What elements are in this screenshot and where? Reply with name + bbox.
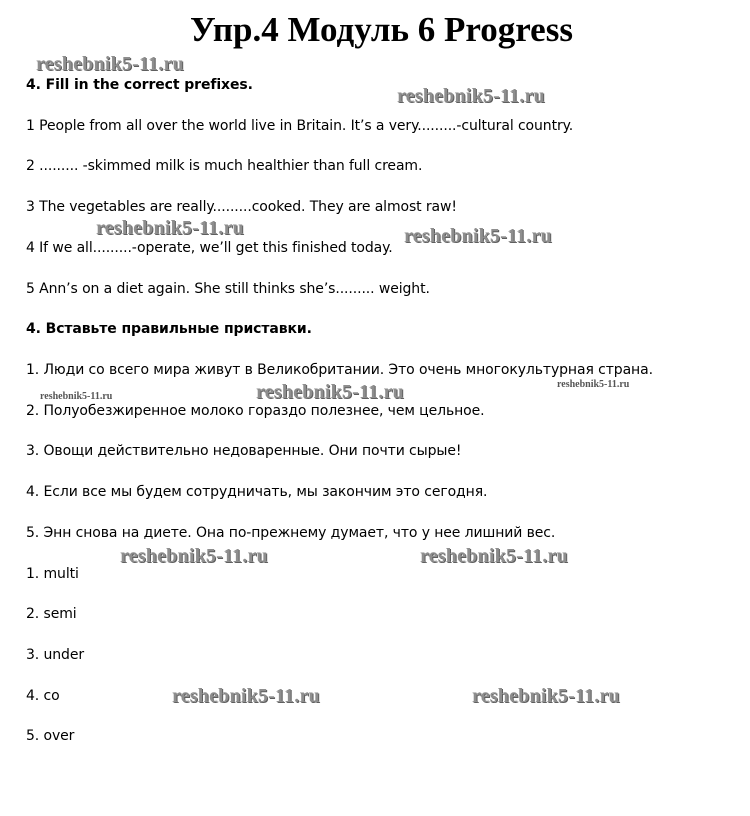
english-item: 3 The vegetables are really.........cooked. They are almost raw! — [26, 199, 457, 215]
russian-item: 2. Полуобезжиренное молоко гораздо полезнее, чем цельное. — [26, 403, 485, 419]
watermark: reshebnik5-11.ru — [40, 391, 113, 402]
english-item: 5 Ann’s on a diet again. She still thinks she’s......... weight. — [26, 281, 430, 297]
watermark: reshebnik5-11.ru — [96, 217, 244, 239]
watermark: reshebnik5-11.ru — [256, 381, 404, 403]
watermark: reshebnik5-11.ru — [120, 545, 268, 567]
english-heading: 4. Fill in the correct prefixes. — [26, 77, 253, 93]
watermark: reshebnik5-11.ru — [557, 379, 630, 390]
russian-item: 1. Люди со всего мира живут в Великобритании. Это очень многокультурная страна. — [26, 362, 653, 378]
answer-item: 5. over — [26, 728, 75, 744]
english-item: 4 If we all.........-operate, we’ll get this finished today. — [26, 240, 393, 256]
russian-item: 5. Энн снова на диете. Она по-прежнему думает, что у нее лишний вес. — [26, 525, 556, 541]
answer-item: 2. semi — [26, 606, 77, 622]
watermark: reshebnik5-11.ru — [420, 545, 568, 567]
answer-item: 3. under — [26, 647, 85, 663]
russian-heading: 4. Вставьте правильные приставки. — [26, 321, 312, 337]
english-item: 1 People from all over the world live in Britain. It’s a very.........-cultural country. — [26, 118, 574, 134]
watermark: reshebnik5-11.ru — [397, 85, 545, 107]
watermark: reshebnik5-11.ru — [404, 225, 552, 247]
russian-item: 3. Овощи действительно недоваренные. Они почти сырые! — [26, 443, 462, 459]
page-title: Упр.4 Модуль 6 Progress — [190, 10, 573, 49]
watermark: reshebnik5-11.ru — [472, 685, 620, 707]
watermark: reshebnik5-11.ru — [36, 53, 184, 75]
english-item: 2 ......... -skimmed milk is much healthier than full cream. — [26, 158, 423, 174]
watermark: reshebnik5-11.ru — [172, 685, 320, 707]
answer-item: 4. co — [26, 688, 60, 704]
russian-item: 4. Если все мы будем сотрудничать, мы закончим это сегодня. — [26, 484, 488, 500]
answer-item: 1. multi — [26, 566, 79, 582]
